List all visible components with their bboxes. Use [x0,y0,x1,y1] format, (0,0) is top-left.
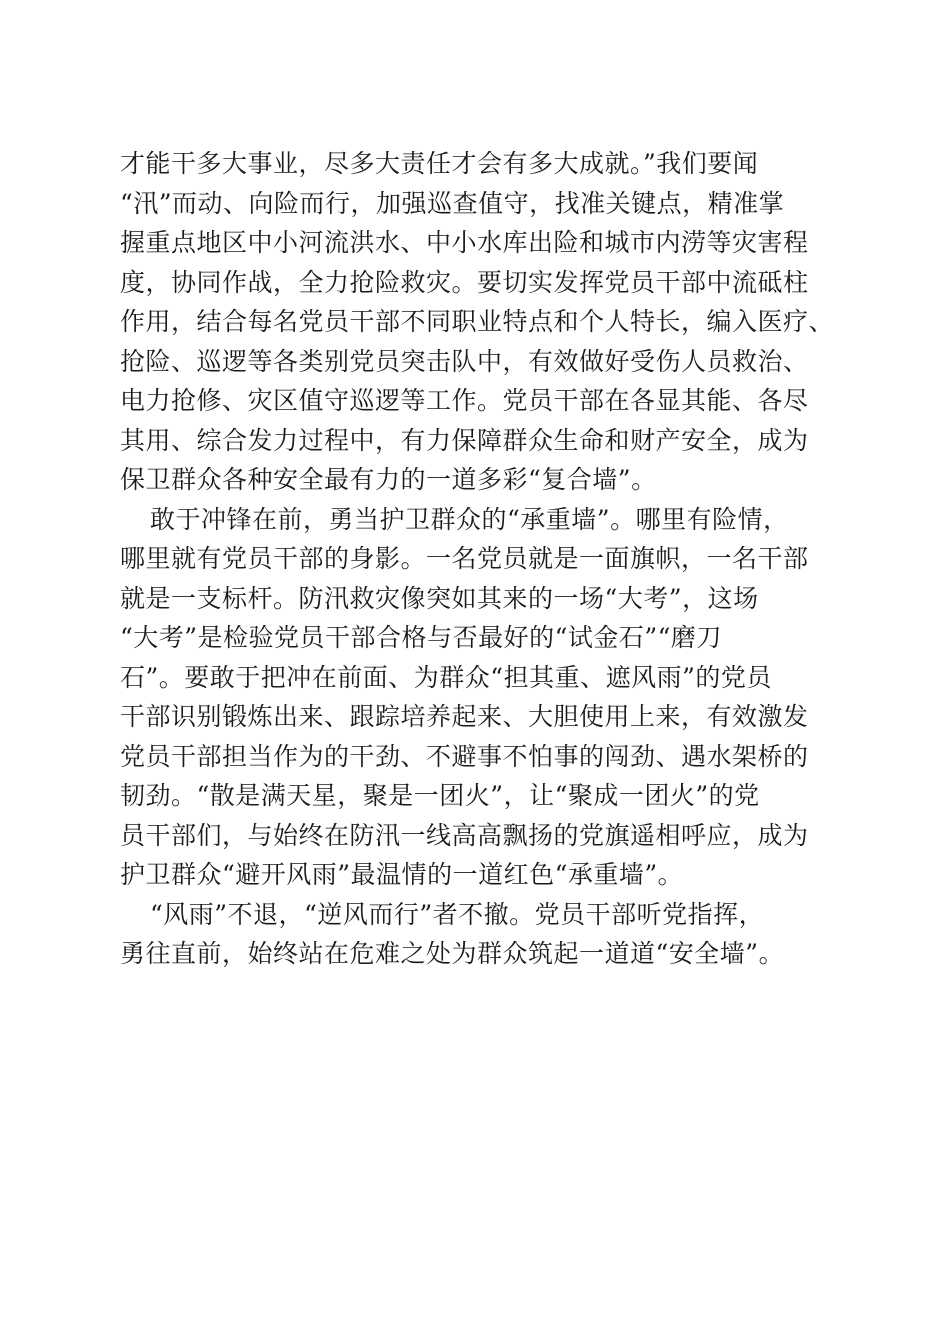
text-line: 护卫群众“避开风雨”最温情的一道红色“承重墙”。 [120,860,684,889]
paragraph-1-continuation [120,144,850,500]
text-line: 保卫群众各种安全最有力的一道多彩“复合墙”。 [120,465,657,494]
paragraph-3 [120,895,850,974]
body-text [120,144,850,974]
text-line-first: 敢于冲锋在前，勇当护卫群众的“承重墙”。哪里有险情， [150,504,789,534]
text-line: 抢险、巡逻等各类别党员突击队中，有效做好受伤人员救治、 [120,346,809,376]
text-line: 员干部们，与始终在防汛一线高高飘扬的党旗遥相呼应，成为 [120,820,809,850]
text-line: 才能干多大事业，尽多大责任才会有多大成就。”我们要闻 [120,149,759,178]
text-line: 作用，结合每名党员干部不同职业特点和个人特长，编入医疗、 [120,307,835,336]
text-line: “大考”是检验党员干部合格与否最好的“试金石”“磨刀 [120,623,722,652]
text-line: 干部识别锻炼出来、跟踪培养起来、大胆使用上来，有效激发 [120,702,809,731]
text-line: 勇往直前，始终站在危难之处为群众筑起一道道“安全墙”。 [120,939,785,968]
text-line: 度，协同作战，全力抢险救灾。要切实发挥党员干部中流砥柱 [120,267,809,297]
text-line: 握重点地区中小河流洪水、中小水库出险和城市内涝等灾害程 [120,228,809,257]
text-line: 其用、综合发力过程中，有力保障群众生命和财产安全，成为 [120,425,809,455]
text-line: 哪里就有党员干部的身影。一名党员就是一面旗帜，一名干部 [120,544,809,573]
text-line: 韧劲。“散是满天星，聚是一团火”，让“聚成一团火”的党 [120,781,760,810]
text-line-first: “风雨”不退，“逆风而行”者不撤。党员干部听党指挥， [150,899,765,929]
paragraph-2 [120,500,850,895]
text-line: “汛”而动、向险而行，加强巡查值守，找准关键点，精准掌 [120,188,785,218]
text-line: 石”。要敢于把冲在前面、为群众“担其重、遮风雨”的党员 [120,662,772,692]
text-line: 党员干部担当作为的干劲、不避事不怕事的闯劲、遇水架桥的 [120,741,809,771]
text-line: 电力抢修、灾区值守巡逻等工作。党员干部在各显其能、各尽 [120,386,809,415]
text-line: 就是一支标杆。防汛救灾像突如其来的一场“大考”，这场 [120,583,759,613]
